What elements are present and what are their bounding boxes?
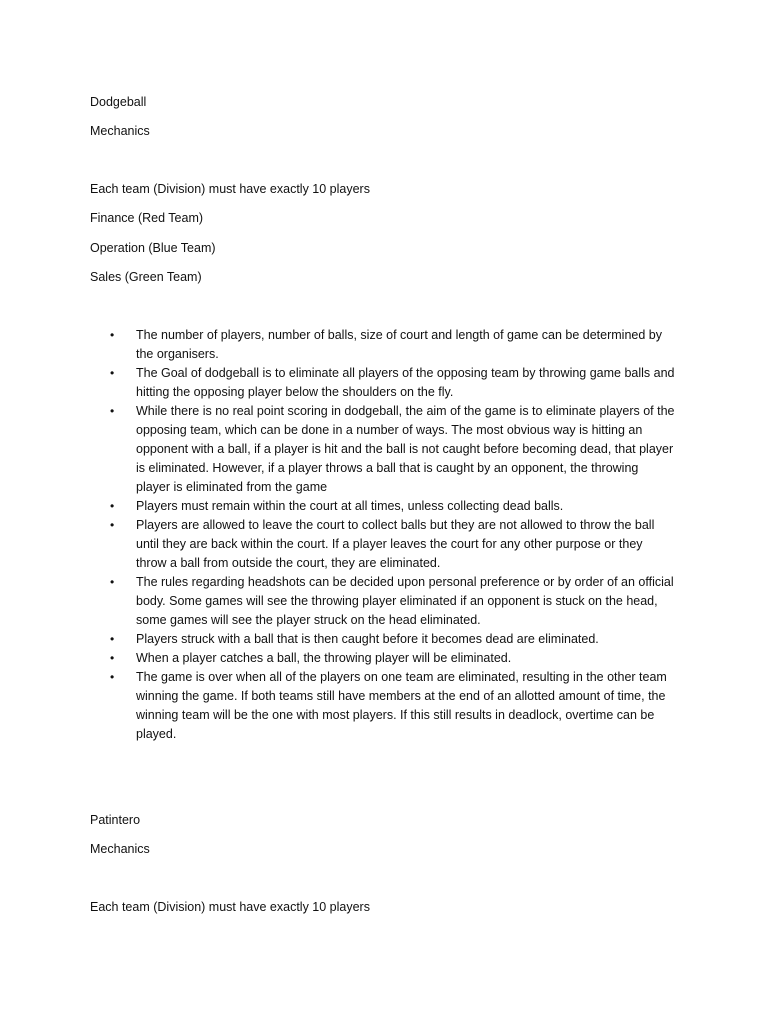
rule-text: Players struck with a ball that is then caught before it becomes dead are eliminated. [136, 632, 599, 646]
bullet-icon: • [110, 575, 115, 589]
team-finance: Finance (Red Team) [90, 211, 204, 225]
rule-text: Players must remain within the court at all times, unless collecting dead balls. [136, 499, 564, 513]
rule-text: The Goal of dodgeball is to eliminate all players of the opposing team by throwing game balls and hitting the opposing player below the shoulders on the fly. [136, 366, 675, 399]
rules-list [110, 326, 675, 744]
section-title-dodgeball: Dodgeball [90, 95, 147, 109]
list-item [110, 573, 675, 630]
section-subtitle-mechanics: Mechanics [90, 124, 150, 138]
list-item [110, 630, 675, 649]
list-item [110, 649, 675, 668]
team-operation: Operation (Blue Team) [90, 241, 216, 255]
bullet-icon: • [110, 518, 115, 532]
bullet-icon: • [110, 404, 115, 418]
rule-text: The number of players, number of balls, size of court and length of game can be determined by the organisers. [136, 328, 662, 361]
section-subtitle-mechanics-2: Mechanics [90, 842, 150, 856]
list-item [110, 326, 675, 364]
rule-text: When a player catches a ball, the throwing player will be eliminated. [136, 651, 512, 665]
list-item [110, 497, 675, 516]
bullet-icon: • [110, 499, 115, 513]
rule-text: Players are allowed to leave the court to collect balls but they are not allowed to throw the ball until they are back within the court. If a player leaves the court for any other purpose or they throw a ball from outside the court, they are eliminated. [136, 518, 655, 570]
list-item [110, 402, 675, 497]
bullet-icon: • [110, 632, 115, 646]
section-title-patintero: Patintero [90, 813, 141, 827]
team-rule-2: Each team (Division) must have exactly 10 players [90, 900, 370, 914]
bullet-icon: • [110, 651, 115, 665]
rule-text: While there is no real point scoring in dodgeball, the aim of the game is to eliminate players of the opposing team, which can be done in a number of ways. The most obvious way is hitting an opponent with a ball, if a player is hit and the ball is not caught before becoming dead, that player is eliminated. However, if a player throws a ball that is caught by an opponent, the throwing player is eliminated from the game [136, 404, 675, 494]
team-sales: Sales (Green Team) [90, 270, 202, 284]
list-item [110, 516, 675, 573]
list-item [110, 364, 675, 402]
rule-text: The rules regarding headshots can be decided upon personal preference or by order of an official body. Some games will see the throwing player eliminated if an opponent is stuck on the head, some games will see the player struck on the head eliminated. [136, 575, 674, 627]
rule-text: The game is over when all of the players on one team are eliminated, resulting in the other team winning the game. If both teams still have members at the end of an allotted amount of time, the winning team will be the one with most players. If this still results in deadlock, overtime can be played. [136, 670, 667, 741]
bullet-icon: • [110, 670, 115, 684]
list-item [110, 668, 675, 744]
bullet-icon: • [110, 366, 115, 380]
bullet-icon: • [110, 328, 115, 342]
team-rule: Each team (Division) must have exactly 10 players [90, 182, 370, 196]
